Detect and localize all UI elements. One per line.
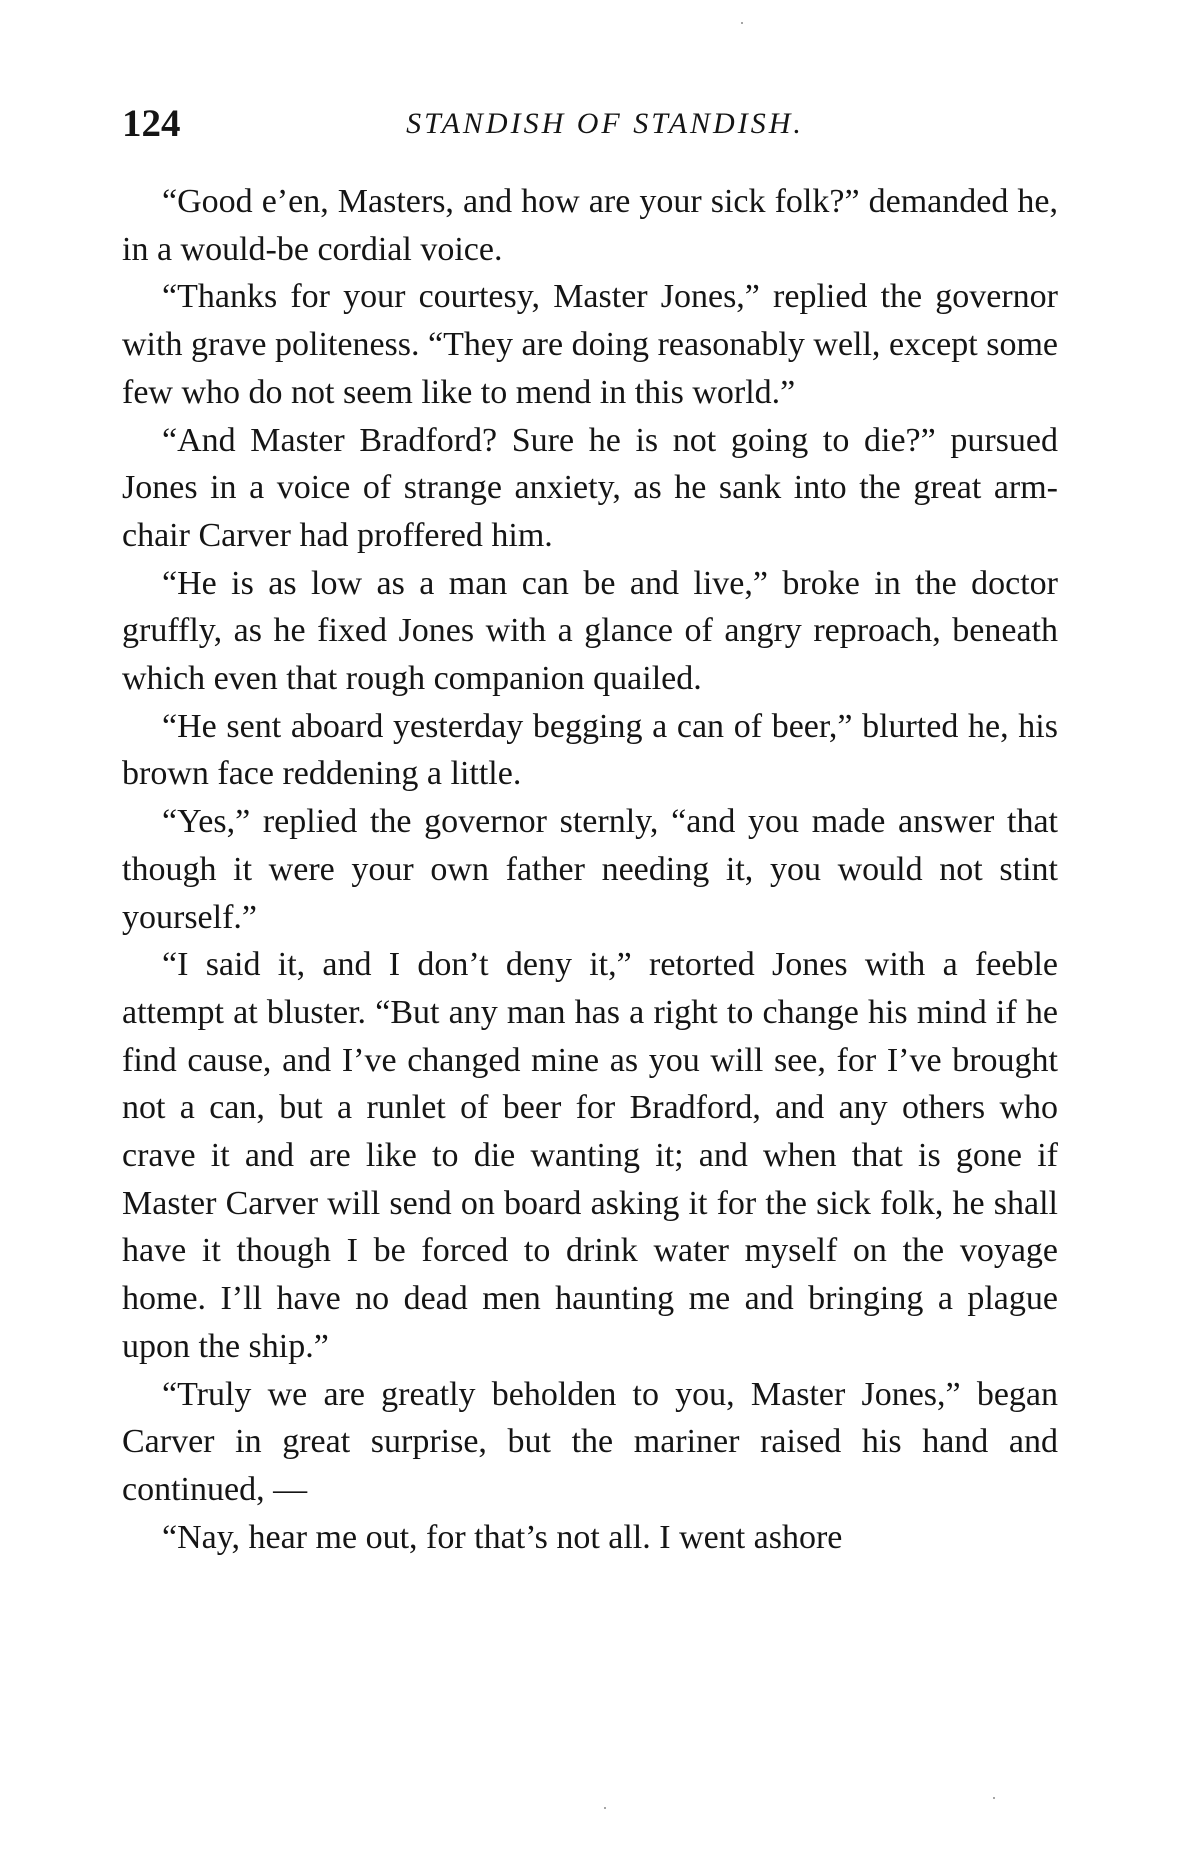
paragraph-continued: “Nay, hear me out, for that’s not all. I went ashore	[162, 1518, 843, 1556]
paper-speck	[604, 1807, 606, 1809]
paragraph: “And Master Bradford? Sure he is not going to die?” pursued Jones in a voice of strange anxiety, as he sank into the great arm-chair Carver had proffered him.	[122, 421, 1058, 554]
page-number: 124	[122, 102, 181, 145]
body-text	[122, 178, 1058, 1561]
paragraph: “He is as low as a man can be and live,” broke in the doctor gruffly, as he fixed Jones with a glance of angry reproach, beneath which even that rough companion quailed.	[122, 564, 1058, 698]
paragraph: “Thanks for your courtesy, Master Jones,” replied the governor with grave politeness. “They are doing reasonably well, except some few who do not seem like to mend in this world.”	[122, 278, 1058, 411]
paragraph: “I said it, and I don’t deny it,” retorted Jones with a feeble attempt at bluster. “But any man has a right to change his mind if he find cause, and I’ve changed mine as you will see, for I’ve brought not a can, but a runlet of beer for Bradford, and any others who crave it and are like to die wanting it; and when that is gone if Master Carver will send on board asking it for the sick folk, he shall have it though I be forced to drink water myself on the voyage home. I’ll have no dead men haunting me and bringing a plague upon the ship.”	[122, 946, 1058, 1365]
paragraph: “Yes,” replied the governor sternly, “and you made answer that though it were your own father needing it, you would not stint yourself.”	[122, 803, 1058, 936]
paper-speck	[741, 22, 743, 24]
paragraph: “Good e’en, Masters, and how are your sick folk?” demanded he, in a would-be cordial voice.	[122, 183, 1058, 268]
paragraph: “He sent aboard yesterday begging a can of beer,” blurted he, his brown face reddening a little.	[122, 707, 1058, 793]
paper-speck	[993, 1797, 995, 1799]
paragraph: “Truly we are greatly beholden to you, Master Jones,” began Carver in great surprise, but the mariner raised his hand and continued, —	[122, 1375, 1058, 1508]
running-title: STANDISH OF STANDISH.	[406, 107, 804, 140]
page-header	[122, 94, 1058, 154]
